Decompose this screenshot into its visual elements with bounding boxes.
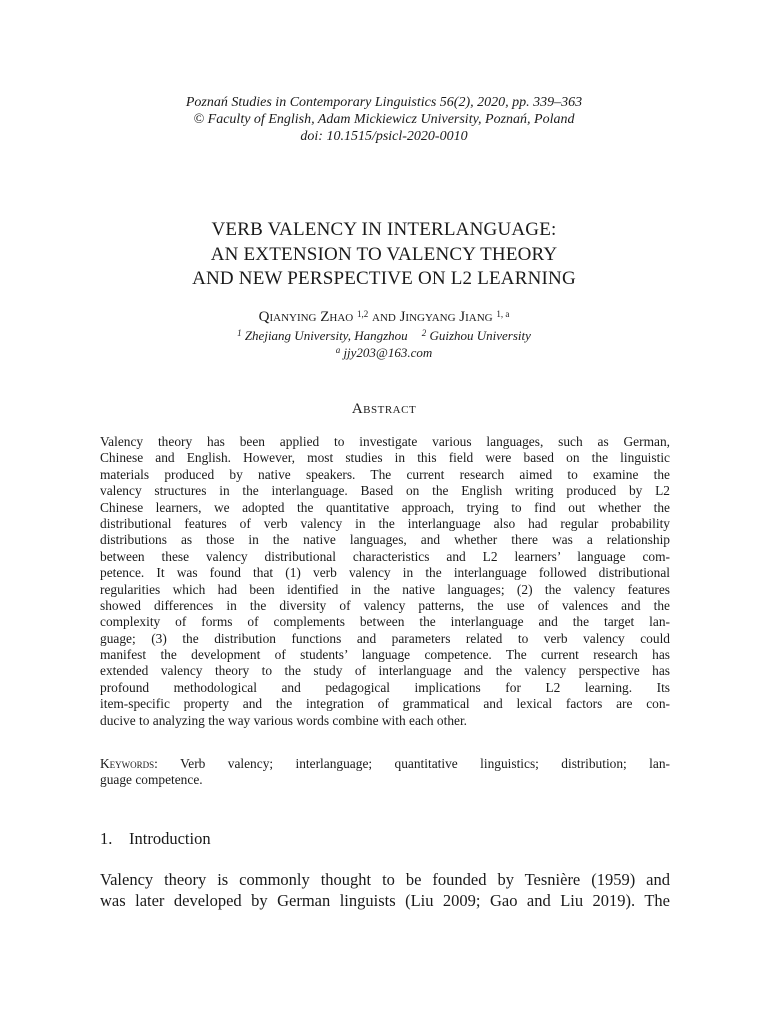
email: jjy203@163.com xyxy=(343,345,433,360)
abstract-line: ducive to analyzing the way various words combine with each other. xyxy=(100,712,468,728)
author-affiliation-marker: 1, a xyxy=(496,309,510,319)
intro-line: Valency theory is commonly thought to be founded by Tesnière (1959) and xyxy=(100,870,670,889)
title-line: AND NEW PERSPECTIVE ON L2 LEARNING xyxy=(192,268,576,289)
copyright-line: © Faculty of English, Adam Mickiewicz University, Poznań, Poland xyxy=(193,112,575,127)
abstract-line: showed differences in the diversity of valency patterns, the use of valences and the xyxy=(100,597,670,613)
abstract-line: distributional features of verb valency in the interlanguage also had regular probability xyxy=(100,515,670,531)
abstract-line: between these valency distributional characteristics and L2 learners’ language com- xyxy=(100,548,670,564)
abstract-line: extended valency theory to the study of interlanguage and the valency perspective has xyxy=(100,663,670,679)
email-marker: a xyxy=(335,345,341,355)
abstract-line: materials produced by native speakers. The current research aimed to examine the xyxy=(100,466,670,482)
abstract-line: Chinese and English. However, most studies in this field were based on the linguistic xyxy=(100,450,670,466)
keywords-text: Verb valency; interlanguage; quantitative linguistics; distribution; lan- xyxy=(180,756,671,771)
author-list xyxy=(0,308,768,326)
contact-email xyxy=(0,345,768,361)
section-heading xyxy=(100,829,211,849)
title-line: AN EXTENSION TO VALENCY THEORY xyxy=(210,243,558,265)
intro-paragraph xyxy=(100,869,670,911)
author-name: Qianying Zhao xyxy=(258,309,354,325)
abstract-heading: Abstract xyxy=(351,401,417,417)
section-title: Introduction xyxy=(129,829,211,848)
author-affiliation-marker: 1,2 xyxy=(357,309,369,319)
abstract-line: petence. It was found that (1) verb valency in the interlanguage followed distributional xyxy=(100,565,670,581)
keywords-line xyxy=(100,756,670,772)
affiliation: Guizhou University xyxy=(429,328,531,343)
abstract-line: profound methodological and pedagogical implications for L2 learning. Its xyxy=(100,679,670,695)
keywords-line: guage competence. xyxy=(100,772,203,788)
intro-line: was later developed by German linguists (Liu 2009; Gao and Liu 2019). The xyxy=(100,891,670,910)
abstract-line: complexity of forms of complements between the interlanguage and the target lan- xyxy=(100,614,670,630)
affiliations xyxy=(0,328,768,344)
journal-line: Poznań Studies in Contemporary Linguistics 56(2), 2020, pp. 339–363 xyxy=(185,95,583,110)
abstract-line: manifest the development of students’ language competence. The current research has xyxy=(100,647,670,663)
affiliation-marker: 2 xyxy=(421,328,427,338)
keywords xyxy=(100,756,670,789)
paper-title xyxy=(0,218,768,292)
affiliation-marker: 1 xyxy=(237,328,242,338)
journal-citation xyxy=(0,94,768,145)
section-number: 1. xyxy=(100,829,113,848)
abstract-line: distributions as those in the native languages, and whether there was a relationship xyxy=(100,532,670,548)
abstract-body xyxy=(100,434,670,729)
abstract-line: guage; (3) the distribution functions and parameters related to verb valency could xyxy=(100,630,670,646)
title-line: VERB VALENCY IN INTERLANGUAGE: xyxy=(211,219,557,240)
author-name: Jingyang Jiang xyxy=(399,309,493,325)
abstract-line: regularities which had been identified in the native languages; (2) the valency features xyxy=(100,581,670,597)
doi-line: doi: 10.1515/psicl-2020-0010 xyxy=(300,129,468,144)
abstract-line: Valency theory has been applied to investigate various languages, such as German, xyxy=(100,434,670,449)
abstract-line: valency structures in the interlanguage. Based on the English writing produced by L2 xyxy=(100,483,670,499)
abstract-line: Chinese learners, we adopted the quantitative approach, trying to find out whether the xyxy=(100,499,670,515)
author-connector: and xyxy=(372,309,396,325)
affiliation: Zhejiang University, Hangzhou xyxy=(244,328,408,343)
keywords-label: Keywords: xyxy=(100,756,158,771)
abstract-line: item-specific property and the integration of grammatical and lexical factors are con- xyxy=(100,696,670,712)
